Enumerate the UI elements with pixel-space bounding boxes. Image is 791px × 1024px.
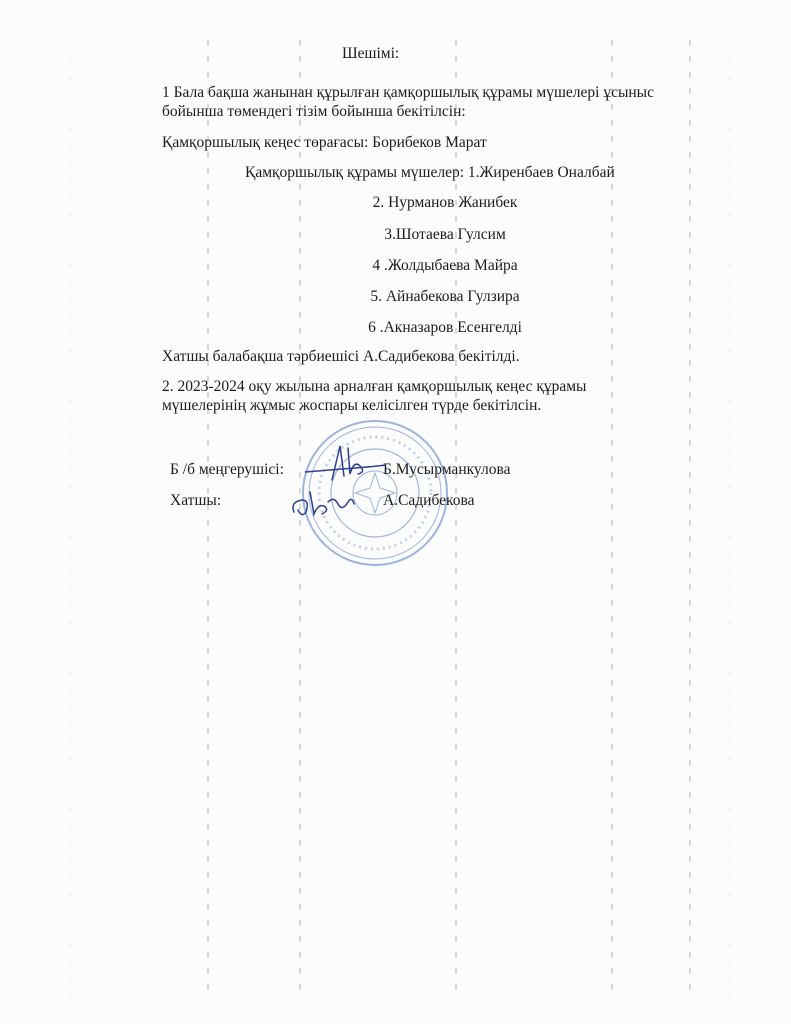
item1-line1: 1 Бала бақша жанынан құрылған қамқоршылық құрамы мүшелері ұсыныс xyxy=(162,84,654,101)
secretary-signature-icon xyxy=(288,482,358,522)
member-item: 6 .Акназаров Есенгелді xyxy=(368,319,522,336)
member-item: 4 .Жолдыбаева Майра xyxy=(372,257,518,274)
member-item: 5. Айнабекова Гулзира xyxy=(370,288,520,305)
head-signature-icon xyxy=(300,440,390,485)
head-role: Б /б меңгерушісі: xyxy=(170,461,284,478)
member-item: 2. Нурманов Жанибек xyxy=(372,194,518,211)
secretary-role: Хатшы: xyxy=(170,492,222,509)
member-item: 3.Шотаева Гулсим xyxy=(384,226,506,243)
chair-line: Қамқоршылық кеңес төрағасы: Борибеков Марат xyxy=(162,134,487,151)
item2-line1: 2. 2023-2024 оқу жылына арналған қамқоршылық кеңес құрамы xyxy=(162,378,587,395)
secretary-name: А.Садибекова xyxy=(383,492,475,509)
item1-line2: бойынша төмендегі тізім бойынша бекітілсін: xyxy=(162,103,466,120)
head-name: Б.Мусырманкулова xyxy=(383,461,511,478)
item2-line2: мүшелерінің жұмыс жоспары келісілген түрде бекітілсін. xyxy=(162,397,542,414)
secretary-line: Хатшы балабақша тәрбиешісі А.Садибекова бекітілді. xyxy=(162,348,520,365)
decision-heading: Шешімі: xyxy=(342,45,400,62)
members-line: Қамқоршылық құрамы мүшелер: 1.Жиренбаев Оналбай xyxy=(245,164,615,181)
